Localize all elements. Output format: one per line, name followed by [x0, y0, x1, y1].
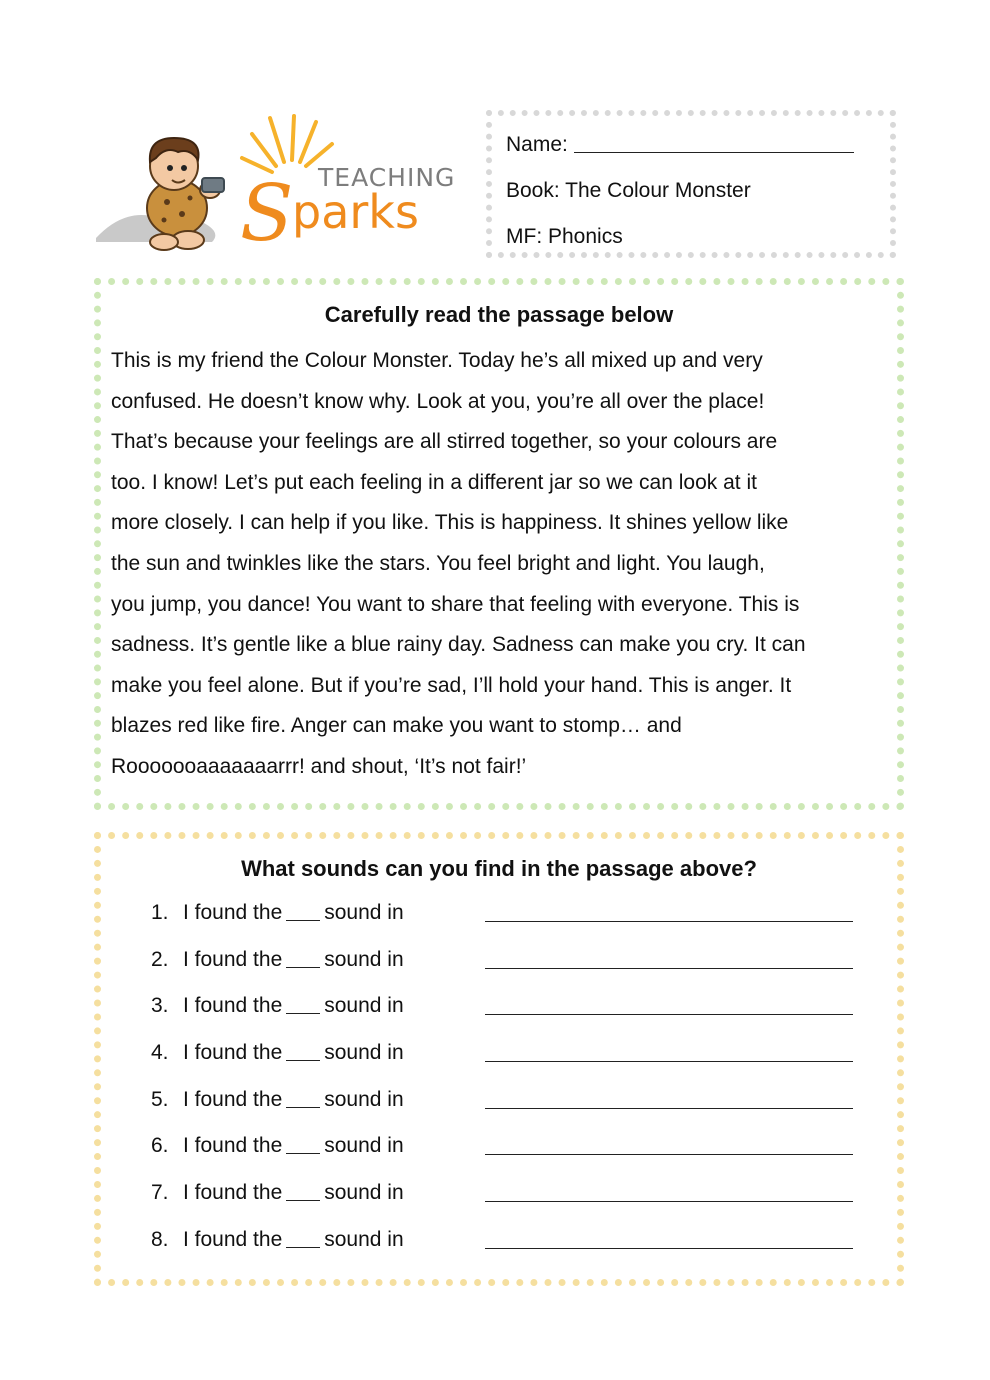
question-suffix: sound in — [324, 994, 404, 1018]
answer-blank-line[interactable] — [485, 1154, 853, 1155]
question-suffix: sound in — [324, 1041, 404, 1065]
passage-line: sadness. It’s gentle like a blue rainy day. Sadness can make you cry. It can — [111, 633, 806, 657]
answer-blank-line[interactable] — [485, 1201, 853, 1202]
passage-line: This is my friend the Colour Monster. Today he’s all mixed up and very — [111, 349, 763, 372]
passage-line: Rooooooaaaaaaarrr! and shout, ‘It’s not fair!’ — [111, 754, 527, 778]
question-number: 7. — [151, 1181, 169, 1205]
sound-blank[interactable] — [286, 902, 320, 921]
question-item — [111, 1179, 887, 1226]
sound-blank[interactable] — [286, 1089, 320, 1108]
question-prefix: I found the — [183, 994, 283, 1018]
question-item — [111, 946, 887, 993]
question-number: 2. — [151, 947, 169, 971]
passage-line: blazes red like fire. Anger can make you want to stomp… and — [111, 714, 682, 738]
svg-text:parks: parks — [292, 185, 419, 239]
reading-passage-box — [94, 278, 904, 810]
question-number: 6. — [151, 1134, 169, 1158]
question-prefix: I found the — [183, 947, 283, 971]
answer-blank-line[interactable] — [485, 921, 853, 922]
question-prefix: I found the — [183, 1087, 283, 1111]
question-item — [111, 1039, 887, 1086]
sound-blank[interactable] — [286, 1135, 320, 1154]
focus-label: MF: Phonics — [506, 225, 623, 248]
answer-blank-line[interactable] — [485, 1108, 853, 1109]
question-number: 4. — [151, 1041, 169, 1065]
question-item — [111, 899, 887, 946]
caveman-mascot-icon — [92, 110, 467, 260]
question-prefix: I found the — [183, 901, 283, 924]
question-suffix: sound in — [324, 1227, 404, 1251]
questions-heading: What sounds can you find in the passage above? — [241, 856, 757, 881]
question-suffix: sound in — [324, 1181, 404, 1205]
sound-blank[interactable] — [286, 1042, 320, 1061]
question-prefix: I found the — [183, 1134, 283, 1158]
passage-line: more closely. I can help if you like. This is happiness. It shines yellow like — [111, 511, 789, 535]
passage-line: you jump, you dance! You want to share that feeling with everyone. This is — [111, 592, 800, 616]
question-prefix: I found the — [183, 1181, 283, 1205]
name-blank-line[interactable] — [574, 130, 854, 153]
question-item — [111, 1132, 887, 1179]
question-item — [111, 1086, 887, 1133]
sound-blank[interactable] — [286, 1229, 320, 1248]
passage-line: the sun and twinkles like the stars. You feel bright and light. You laugh, — [111, 551, 765, 575]
question-number: 5. — [151, 1087, 169, 1111]
question-number: 8. — [151, 1227, 169, 1251]
question-prefix: I found the — [183, 1041, 283, 1065]
question-item — [111, 992, 887, 1039]
passage-line: That’s because your feelings are all stirred together, so your colours are — [111, 430, 778, 454]
name-field[interactable] — [506, 122, 876, 168]
passage-line: make you feel alone. But if you’re sad, I’ll hold your hand. This is anger. It — [111, 673, 792, 697]
sound-blank[interactable] — [286, 995, 320, 1014]
question-item — [111, 1226, 887, 1273]
question-number: 3. — [151, 994, 169, 1018]
answer-blank-line[interactable] — [485, 968, 853, 969]
name-label: Name: — [506, 133, 568, 156]
question-prefix: I found the — [183, 1227, 283, 1251]
question-suffix: sound in — [324, 947, 404, 971]
svg-text:S: S — [240, 169, 294, 259]
question-suffix: sound in — [324, 1087, 404, 1111]
teaching-sparks-logo — [92, 110, 467, 260]
answer-blank-line[interactable] — [485, 1248, 853, 1249]
question-suffix: sound in — [324, 1134, 404, 1158]
sound-blank[interactable] — [286, 949, 320, 968]
sound-blank[interactable] — [286, 1182, 320, 1201]
passage-line: too. I know! Let’s put each feeling in a different jar so we can look at it — [111, 470, 757, 494]
student-info-box — [486, 110, 896, 258]
svg-text:TEACHING: TEACHING — [318, 163, 456, 192]
book-title: Book: The Colour Monster — [506, 179, 751, 202]
sounds-questions-box — [94, 832, 904, 1286]
passage-heading: Carefully read the passage below — [324, 302, 674, 327]
answer-blank-line[interactable] — [485, 1061, 853, 1062]
question-suffix: sound in — [324, 901, 404, 924]
answer-blank-line[interactable] — [485, 1014, 853, 1015]
question-number: 1. — [151, 901, 169, 924]
passage-line: confused. He doesn’t know why. Look at you, you’re all over the place! — [111, 389, 765, 413]
